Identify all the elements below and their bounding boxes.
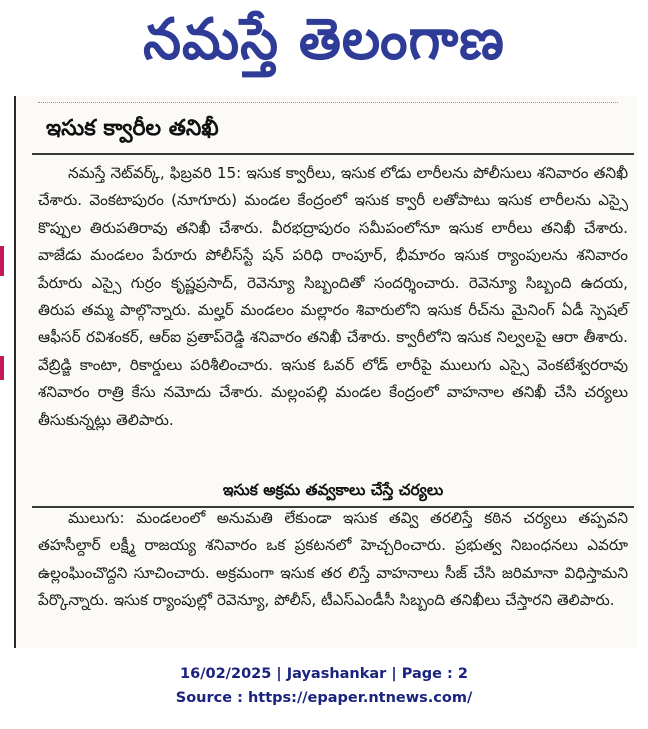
edge-mark	[0, 246, 4, 276]
news-clipping	[14, 96, 637, 648]
article-body-paragraph-1: నమస్తే నెట్‌వర్క్, ఫిబ్రవరి 15: ఇసుక క్వారీలు, ఇసుక లోడు లారీలను పోలీసులు శనివారం తనిఖీ చేశారు. వెంకటాపురం (నూగూరు) మండల కేంద్రంలో ఇసుక క్వారీ లతోపాటు ఇసుక లారీలను ఎస్సై కొప్పుల తిరుపతిరావు తనిఖీ చేశారు. వీరభద్రాపురం సమీపంలోనూ ఇసుక లారీలు తనిఖీ చేశారు. వాజేడు మండలం పేరూరు పోలీస్‌స్టే షన్ పరిధి రాంపూర్, భీమారం ఇసుక ర్యాంపులను శనివారం పేరూరు ఎస్సై గుర్రం కృష్ణప్రసాద్, రెవెన్యూ సిబ్బందితో సందర్శించారు. రెవెన్యూ సిబ్బంది ఉదయ, తిరుప తమ్మ పాల్గొన్నారు. మల్హర్ మండలం మల్లారం శివారులోని ఇసుక రీచ్‌ను మైనింగ్ ఏడీ స్పెషల్ ఆఫీసర్ రవిశంకర్, ఆర్ఐ ప్రతాప్‌రెడ్డి శనివారం తనిఖీ చేశారు. క్వారీలోని ఇసుక నిల్వలపై ఆరా తీశారు. వేబ్రిడ్జి కాంటా, రికార్డులు పరిశీలించారు. ఇసుక ఓవర్ లోడ్ లారీపై ములుగు ఎస్సై వెంకటేశ్వరరావు శనివారం రాత్రి కేసు నమోదు చేశారు. మల్లంపల్లి మండల కేంద్రంలో వాహనాల తనిఖీ చేసి చర్యలు తీసుకున్నట్లు తెలిపారు.	[38, 164, 628, 429]
article-body-paragraph-2: ములుగు: మండలంలో అనుమతి లేకుండా ఇసుక తవ్వి తరలిస్తే కఠిన చర్యలు తప్పవని తహసీల్దార్ లక్ష్మీ రాజయ్య శనివారం ఒక ప్రకటనలో హెచ్చరించారు. ప్రభుత్వ నిబంధనలు ఎవరూ ఉల్లంఘించొద్దని సూచించారు. అక్రమంగా ఇసుక తర లిస్తే వాహనాలు సీజ్ చేసి జరిమానా విధిస్తామని పేర్కొన్నారు. ఇసుక ర్యాంపుల్లో రెవెన్యూ, పోలీస్, టీఎస్ఎండీసీ సిబ్బంది తనిఖీలు చేస్తారని తెలిపారు.	[38, 509, 628, 610]
edge-mark	[0, 356, 4, 380]
footer-meta: 16/02/2025 | Jayashankar | Page : 2	[180, 666, 468, 682]
headline-divider	[32, 153, 634, 155]
masthead-logo-title: నమస్తే తెలంగాణ	[143, 5, 505, 72]
article-subheadline: ఇసుక అక్రమ తవ్వకాలు చేస్తే చర్యలు	[222, 481, 444, 499]
clipping-left-border	[14, 96, 16, 648]
masthead	[0, 0, 648, 92]
top-dotted-rule	[38, 102, 618, 103]
footer-source: Source : https://epaper.ntnews.com/	[175, 690, 473, 706]
article-headline: ఇసుక క్వారీల తనిఖీ	[46, 116, 219, 141]
page-edge-decoration	[0, 96, 8, 648]
